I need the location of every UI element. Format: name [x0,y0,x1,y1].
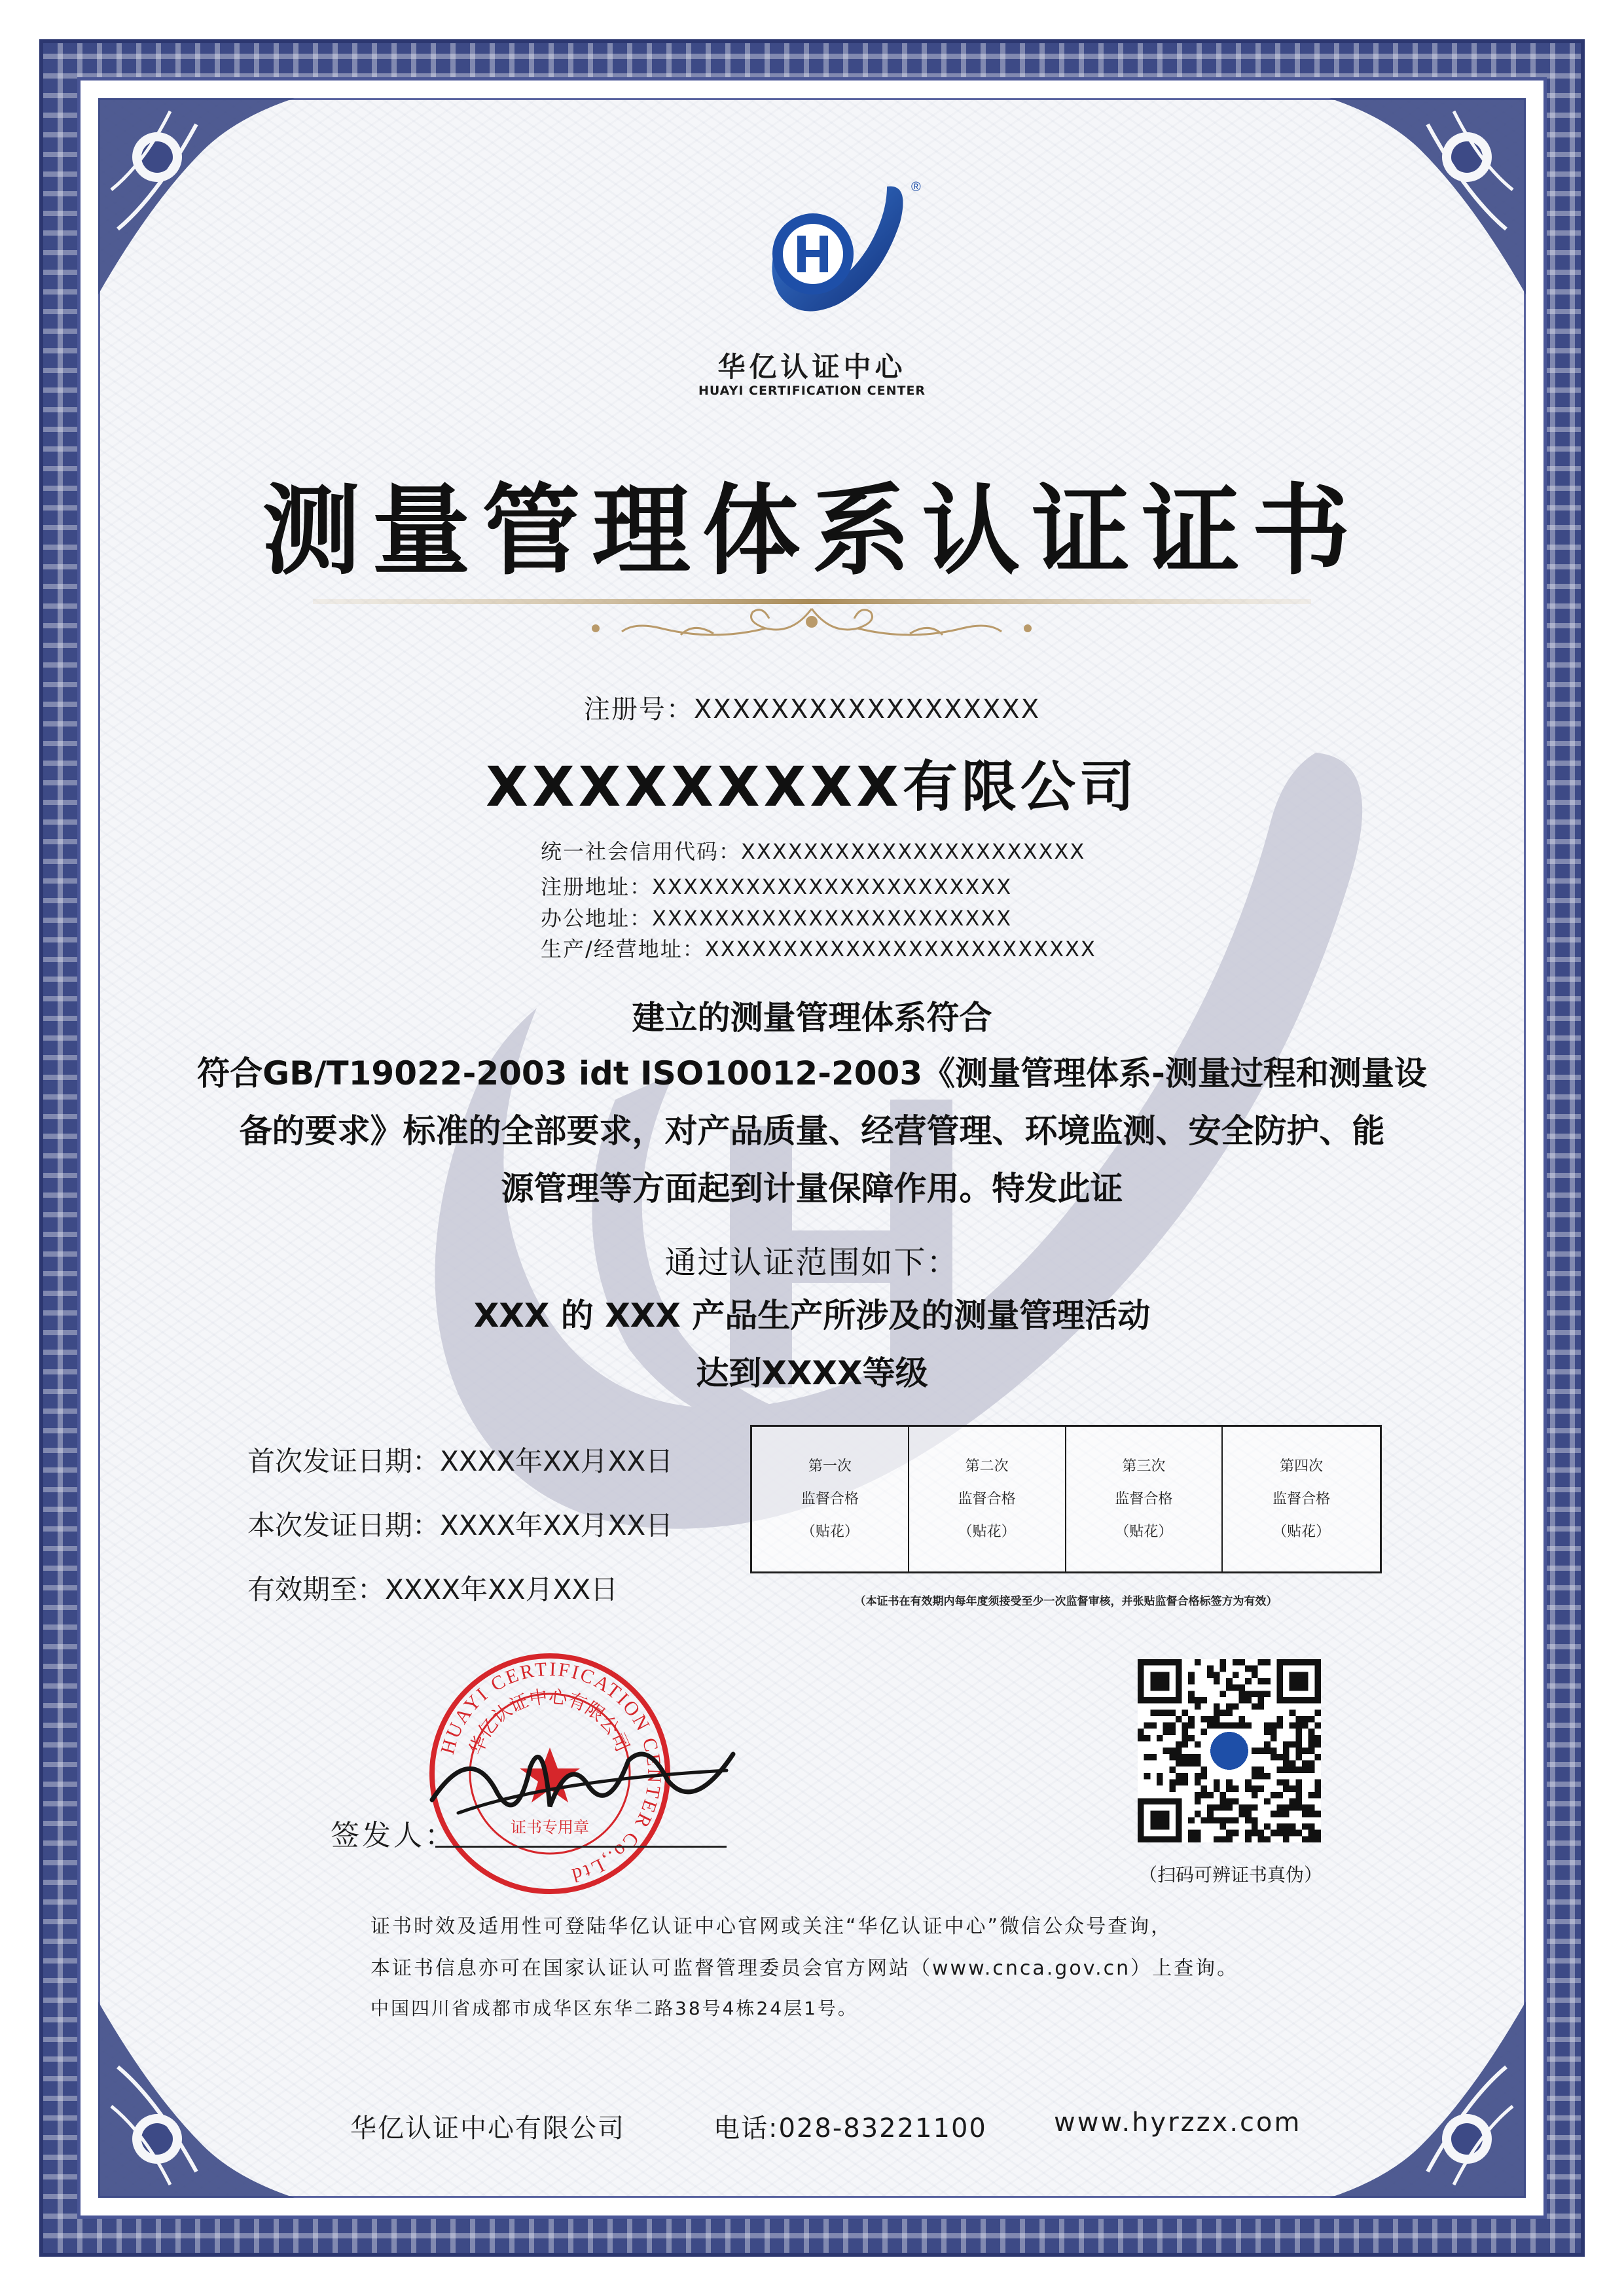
org-name-chinese: 华亿认证中心 [717,351,907,383]
signer-label: 签发人： [331,1819,456,1852]
title-ornament [583,602,1041,648]
surveillance-note: （贴花） [801,1523,859,1540]
statement-line-2: 符合GB/T19022-2003 idt ISO10012-2003《测量管理体系-测量过程和测量设 [197,1054,1427,1092]
corner-ornament-top-right [1329,98,1526,295]
surveillance-title: 第一次 [808,1458,852,1475]
surveillance-title: 第二次 [965,1458,1009,1475]
corner-ornament-top-left [98,98,295,295]
surveillance-cell-3 [1066,1427,1223,1571]
huayi-logo [740,177,929,334]
inquiry-note-1: 证书时效及适用性可登陆华亿认证中心官网或关注“华亿认证中心”微信公众号查询， [370,1915,1173,1938]
credit-code: 统一社会信用代码：XXXXXXXXXXXXXXXXXXXXXX [541,839,1086,864]
surveillance-cell-2 [909,1427,1066,1571]
surveillance-title: 第三次 [1122,1458,1166,1475]
signature-line [435,1846,727,1848]
first-issue-date: 首次发证日期：XXXX年XX月XX日 [247,1445,674,1477]
scope-heading: 通过认证范围如下： [664,1244,960,1281]
surveillance-title: 第四次 [1280,1458,1324,1475]
handwritten-signature [419,1715,746,1846]
surveillance-cell-4 [1223,1427,1380,1571]
certificate-title: 测量管理体系认证证书 [262,473,1362,588]
org-name-english: HUAYI CERTIFICATION CENTER [698,384,926,398]
surveillance-note: （贴花） [1115,1523,1173,1540]
company-name: XXXXXXXXX有限公司 [486,755,1138,819]
surveillance-status: 监督合格 [958,1490,1016,1507]
scope-line-1: XXX 的 XXX 产品生产所涉及的测量管理活动 [473,1297,1151,1335]
center-address: 中国四川省成都市成华区东华二路38号4栋24层1号。 [370,1998,858,2019]
footer-company: 华亿认证中心有限公司 [350,2113,625,2144]
valid-until-date: 有效期至：XXXX年XX月XX日 [247,1573,619,1605]
surveillance-note: （贴花） [1272,1523,1331,1540]
surveillance-status: 监督合格 [1115,1490,1173,1507]
verification-qr-code[interactable] [1138,1659,1321,1842]
surveillance-table [750,1425,1382,1573]
statement-line-4: 源管理等方面起到计量保障作用。特发此证 [501,1170,1123,1208]
corner-ornament-bottom-right [1329,2001,1526,2198]
surveillance-status: 监督合格 [801,1490,859,1507]
svg-text:HUAYI CERTIFICATION CENTER Co.: HUAYI CERTIFICATION CENTER Co.,Ltd [437,1658,666,1887]
office-address: 办公地址：XXXXXXXXXXXXXXXXXXXXXXX [541,906,1013,931]
corner-ornament-bottom-left [98,2001,295,2198]
surveillance-cell-1 [752,1427,909,1571]
statement-line-3: 备的要求》标准的全部要求，对产品质量、经营管理、环境监测、安全防护、能 [239,1112,1385,1150]
svg-text:华亿认证中心有限公司: 华亿认证中心有限公司 [465,1685,634,1758]
surveillance-note-text: （本证书在有效期内每年度须接受至少一次监督审核，并张贴监督合格标签方为有效） [854,1595,1278,1608]
registration-number: 注册号：XXXXXXXXXXXXXXXXXX [583,694,1041,725]
registered-address: 注册地址：XXXXXXXXXXXXXXXXXXXXXXX [541,874,1013,899]
footer-website[interactable]: www.hyrzzx.com [1054,2108,1302,2138]
surveillance-status: 监督合格 [1272,1490,1331,1507]
surveillance-note: （贴花） [958,1523,1016,1540]
svg-text:证书专用章: 证书专用章 [511,1818,589,1837]
inquiry-note-2: 本证书信息亦可在国家认证认可监督管理委员会官方网站（www.cnca.gov.cn）上查询。 [370,1957,1239,1980]
qr-caption: （扫码可辨证书真伪） [1138,1864,1322,1886]
current-issue-date: 本次发证日期：XXXX年XX月XX日 [247,1509,674,1541]
statement-line-1: 建立的测量管理体系符合 [632,999,992,1037]
scope-line-2: 达到XXXX等级 [696,1354,928,1392]
production-address: 生产/经营地址：XXXXXXXXXXXXXXXXXXXXXXXXX [541,937,1096,961]
svg-text:®: ® [911,180,921,194]
footer-phone: 电话:028-83221100 [713,2113,987,2144]
